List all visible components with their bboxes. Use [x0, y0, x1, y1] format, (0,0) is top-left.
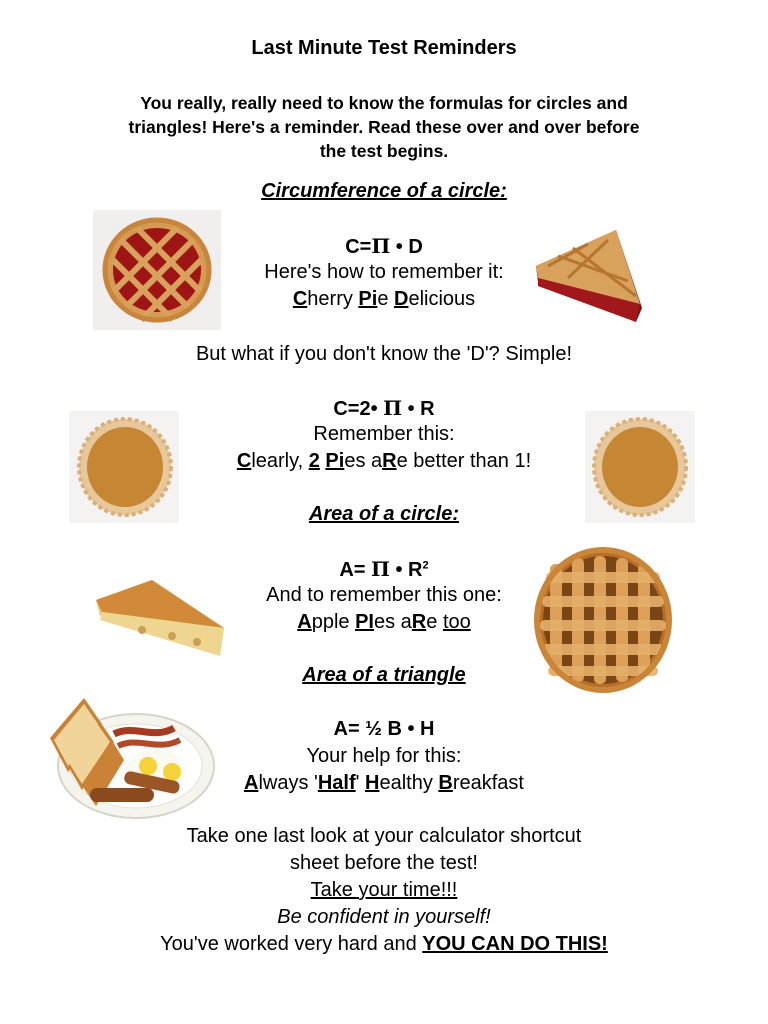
circumference-remember: Here's how to remember it:	[264, 261, 504, 283]
area-triangle-mnemonic: Always 'Half' Healthy Breakfast	[243, 772, 524, 794]
area-triangle-heading: Area of a triangle	[302, 664, 466, 686]
area-circle-heading: Area of a circle:	[308, 503, 460, 525]
apple-pie-lattice-image	[532, 544, 674, 696]
area-circle-mnemonic: Apple PIes aRe too	[297, 611, 471, 633]
pumpkin-pie-right-image	[585, 411, 695, 523]
apple-pie-slice-image	[92, 572, 230, 664]
area-triangle-formula: A= ½ B • H	[333, 718, 435, 740]
circumference-heading: Circumference of a circle:	[261, 180, 507, 202]
cherry-pie-whole-image	[93, 210, 221, 330]
document-title: Last Minute Test Reminders	[251, 37, 517, 59]
area-circle-formula: A= Π • $R^2$	[339, 557, 429, 581]
closing-line-1: Take one last look at your calculator shortcut	[186, 825, 582, 847]
closing-line-3: Take your time!!!	[310, 879, 458, 901]
area-triangle-remember: Your help for this:	[306, 745, 462, 767]
circumference-remember-2: Remember this:	[313, 423, 455, 445]
intro-line-2: triangles! Here's a reminder. Read these over and over before	[128, 117, 640, 137]
breakfast-plate-image	[44, 694, 216, 822]
intro-line-3: the test begins.	[319, 141, 449, 161]
pumpkin-pie-left-image	[69, 411, 179, 523]
closing-line-4: Be confident in yourself!	[277, 906, 491, 928]
circumference-formula: C=Π • D	[345, 234, 423, 258]
circumference-mnemonic-2: Clearly, 2 Pies aRe better than 1!	[236, 450, 532, 472]
closing-line-2: sheet before the test!	[290, 852, 478, 874]
circumference-question: But what if you don't know the 'D'? Simple!	[195, 343, 573, 365]
closing-line-5: You've worked very hard and YOU CAN DO THIS!	[160, 933, 608, 955]
area-circle-remember: And to remember this one:	[266, 584, 502, 606]
cherry-pie-slice-image	[528, 226, 648, 328]
intro-paragraph	[0, 91, 768, 163]
intro-line-1: You really, really need to know the formulas for circles and	[140, 93, 628, 113]
circumference-formula-2: C=2• Π • R	[333, 396, 435, 420]
circumference-mnemonic: Cherry Pie Delicious	[292, 288, 476, 310]
